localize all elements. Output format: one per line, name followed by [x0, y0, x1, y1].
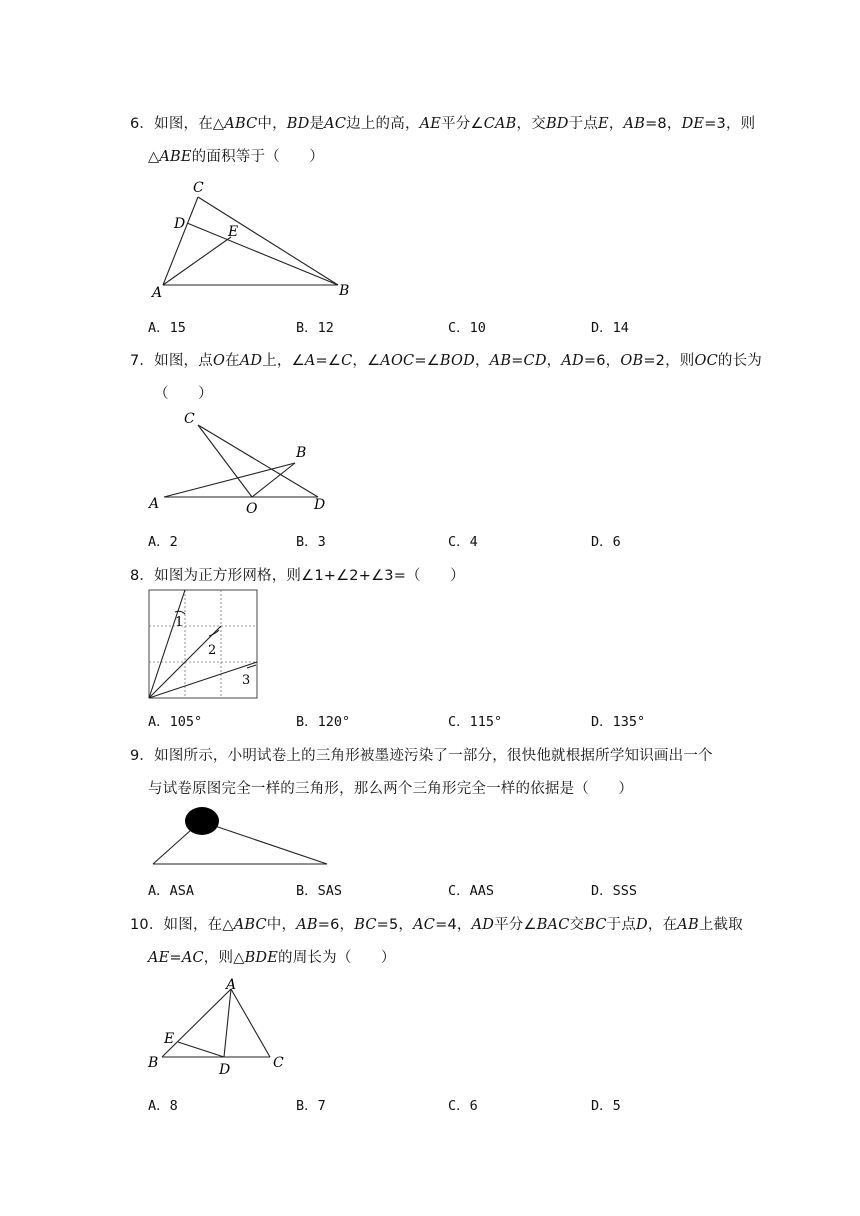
- q10-label-d: D: [219, 1062, 231, 1078]
- q10-option-a: A．8: [148, 1098, 178, 1114]
- q8-angle-3: 3: [242, 673, 251, 688]
- q7-label-d: D: [314, 497, 326, 513]
- q10-option-d: D．5: [591, 1098, 621, 1114]
- q9-option-b: B．SAS: [296, 883, 343, 899]
- q8-stem: 8．如图为正方形网格，则∠1+∠2+∠3=（ ）: [130, 568, 465, 584]
- q8-option-c: C．115°: [448, 714, 503, 730]
- q10-label-a: A: [226, 977, 237, 993]
- q6-option-c: C．10: [448, 320, 486, 336]
- q9-stem-line1: 9．如图所示，小明试卷上的三角形被墨迹污染了一部分，很快他就根据所学知识画出一个: [130, 748, 713, 764]
- q6-label-e: E: [228, 224, 239, 240]
- q7-label-a: A: [149, 496, 160, 512]
- q6-label-c: C: [193, 180, 204, 196]
- q6-option-d: D．14: [591, 320, 629, 336]
- q8-option-d: D．135°: [591, 714, 646, 730]
- q8-option-b: B．120°: [296, 714, 351, 730]
- q8-grid-figure: [145, 588, 263, 702]
- q6-label-d: D: [174, 216, 186, 232]
- q7-option-d: D．6: [591, 534, 621, 550]
- q7-label-o: O: [246, 501, 258, 517]
- q6-option-b: B．12: [296, 320, 334, 336]
- q8-angle-1: 1: [175, 615, 184, 630]
- q6-label-a: A: [152, 285, 163, 301]
- q8-option-a: A．105°: [148, 714, 203, 730]
- q9-option-a: A．ASA: [148, 883, 195, 899]
- ink-blot: [185, 807, 219, 835]
- q9-stem-line2: 与试卷原图完全一样的三角形，那么两个三角形完全一样的依据是（ ）: [148, 781, 634, 797]
- q10-stem-line1: 10．如图，在△ABC中，AB=6，BC=5，AC=4，AD平分∠BAC交BC于点D，在AB上截取: [130, 917, 743, 933]
- q9-figure: [145, 800, 335, 870]
- q10-stem-line2: AE=AC，则△BDE的周长为（ ）: [148, 950, 396, 966]
- q7-label-c: C: [184, 411, 195, 427]
- q9-option-d: D．SSS: [591, 883, 638, 899]
- q10-option-c: C．6: [448, 1098, 478, 1114]
- q7-stem-line2: （ ）: [154, 386, 213, 402]
- q10-label-c: C: [273, 1055, 284, 1071]
- q6-figure: [140, 175, 370, 305]
- q7-stem-line1: 7．如图，点O在AD上，∠A=∠C，∠AOC=∠BOD，AB=CD，AD=6，OB=2，则OC的长为: [130, 353, 762, 369]
- q6-option-a: A．15: [148, 320, 186, 336]
- q10-label-e: E: [164, 1031, 175, 1047]
- q7-figure: [140, 405, 350, 520]
- q7-label-b: B: [296, 445, 307, 461]
- q6-label-b: B: [339, 283, 350, 299]
- q6-stem-line2: △ABE的面积等于（ ）: [148, 149, 324, 165]
- q10-option-b: B．7: [296, 1098, 326, 1114]
- q7-option-c: C．4: [448, 534, 478, 550]
- q10-label-b: B: [148, 1055, 159, 1071]
- q6-stem-line1: 6．如图，在△ABC中，BD是AC边上的高，AE平分∠CAB，交BD于点E，AB=8，DE=3，则: [130, 116, 756, 132]
- q10-figure: [140, 975, 300, 1080]
- q7-option-b: B．3: [296, 534, 326, 550]
- q7-option-a: A．2: [148, 534, 178, 550]
- q9-option-c: C．AAS: [448, 883, 495, 899]
- q8-angle-2: 2: [208, 643, 217, 658]
